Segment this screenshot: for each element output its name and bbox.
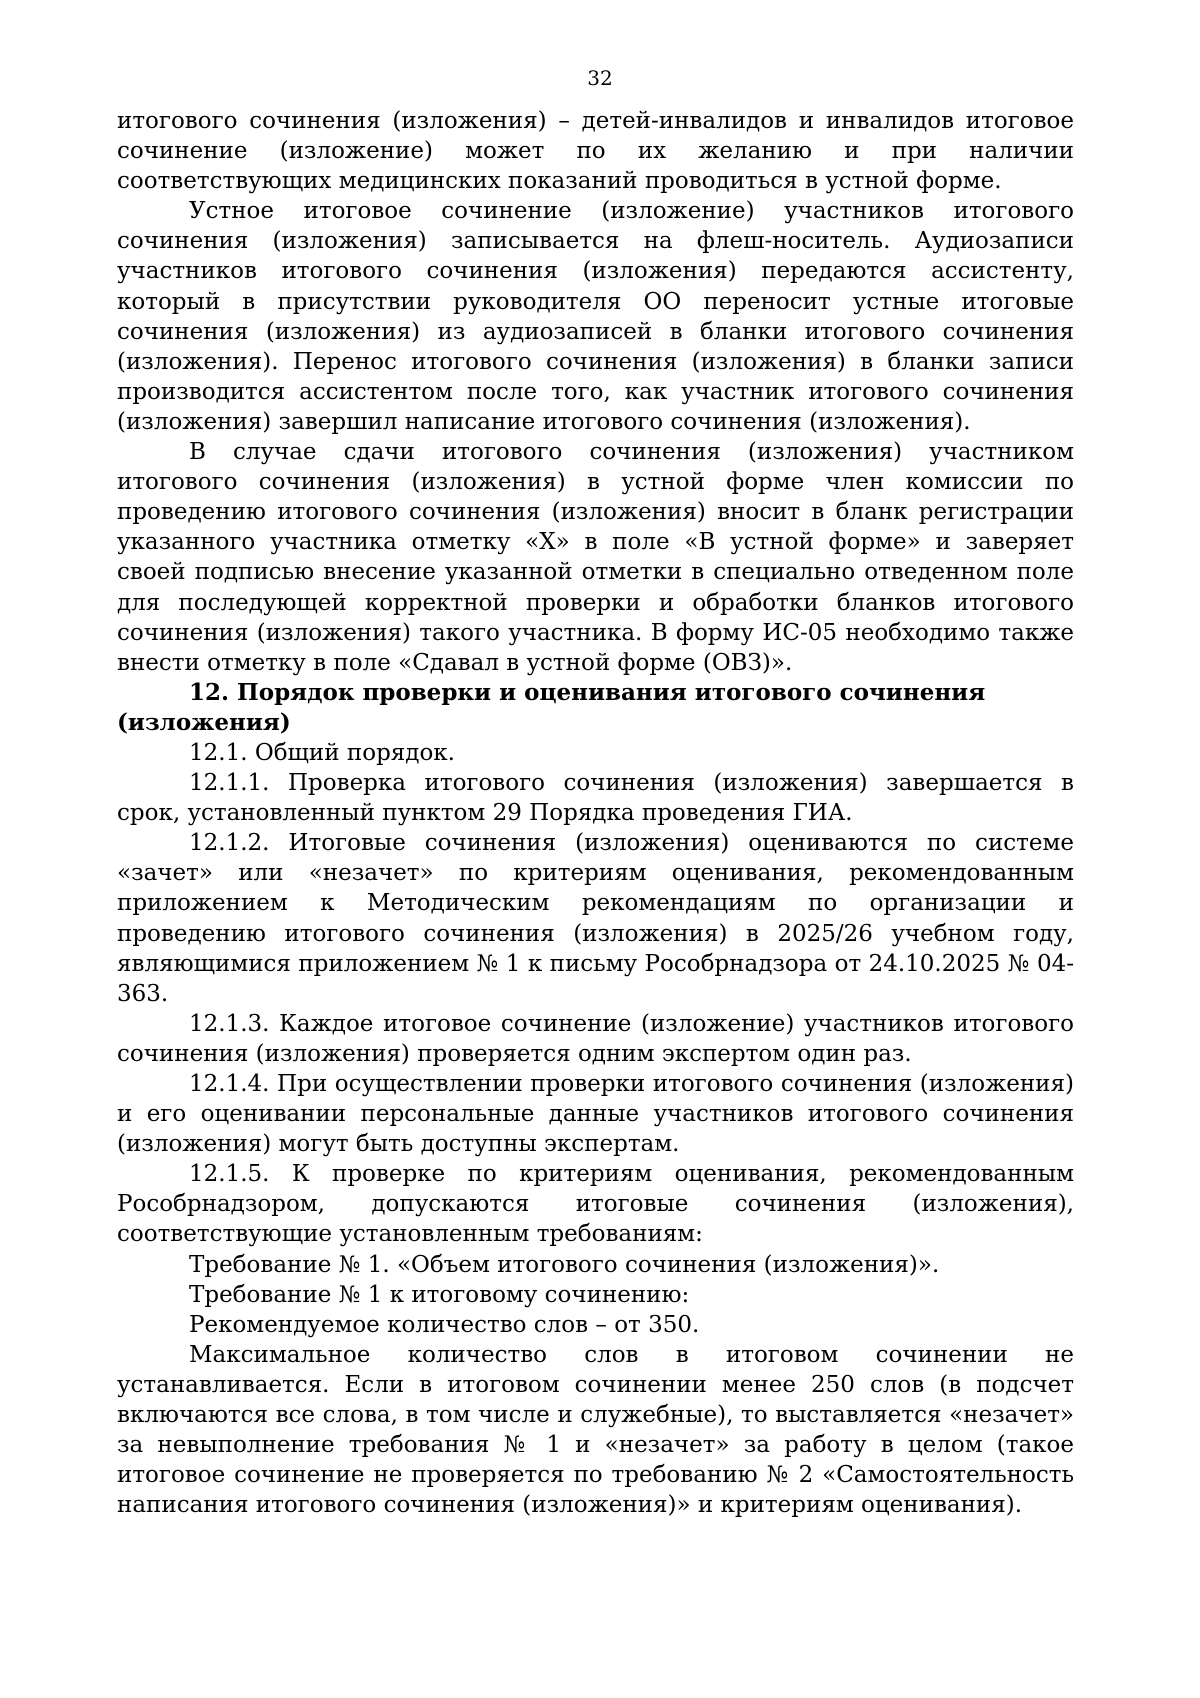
page-number: 32 <box>587 66 613 90</box>
recommended-word-count: Рекомендуемое количество слов – от 350. <box>189 1311 700 1338</box>
paragraph-12-1-3: 12.1.3. Каждое итоговое сочинение (изложение) участников итогового сочинения (изложения) проверяется одним экспертом один раз. <box>117 1010 1074 1067</box>
paragraph-12-1-1: 12.1.1. Проверка итогового сочинения (изложения) завершается в срок, установленный пунктом 29 Порядка проведения ГИА. <box>117 770 1074 827</box>
paragraph-oral-form-mark: В случае сдачи итогового сочинения (изложения) участником итогового сочинения (изложения) в устной форме член комиссии по проведению итогового сочинения (изложения) вносит в бланк регистрации указанного участника отметку «X» в поле «В устной форме» и заверяет своей подписью внесение указанной отметки в специально отведенном поле для последующей корректной проверки и обработки бланков итогового сочинения (изложения) такого участника. В форму ИС-05 необходимо также внести отметку в поле «Сдавал в устной форме (ОВЗ)». <box>117 439 1074 676</box>
requirement-1-essay: Требование № 1 к итоговому сочинению: <box>189 1281 690 1308</box>
paragraph-continuation: итогового сочинения (изложения) – детей-инвалидов и инвалидов итоговое сочинение (изложение) может по их желанию и при наличии соответствующих медицинских показаний проводиться в устной форме. <box>117 108 1074 195</box>
subsection-heading: 12.1. Общий порядок. <box>189 739 455 766</box>
paragraph-12-1-4: 12.1.4. При осуществлении проверки итогового сочинения (изложения) и его оценивании персональные данные участников итогового сочинения (изложения) могут быть доступны экспертам. <box>117 1071 1074 1158</box>
paragraph-12-1-5: 12.1.5. К проверке по критериям оценивания, рекомендованным Рособрнадзором, допускаются итоговые сочинения (изложения), соответствующие установленным требованиям: <box>117 1161 1074 1248</box>
paragraph-oral-essay-recording: Устное итоговое сочинение (изложение) участников итогового сочинения (изложения) записывается на флеш-носитель. Аудиозаписи участников итогового сочинения (изложения) передаются ассистенту, который в присутствии руководителя ОО переносит устные итоговые сочинения (изложения) из аудиозаписей в бланки итогового сочинения (изложения). Перенос итогового сочинения (изложения) в бланки записи производится ассистентом после того, как участник итогового сочинения (изложения) завершил написание итогового сочинения (изложения). <box>117 198 1074 435</box>
paragraph-12-1-2: 12.1.2. Итоговые сочинения (изложения) оцениваются по системе «зачет» или «незачет» по критериям оценивания, рекомендованным приложением к Методическим рекомендациям по организации и проведению итогового сочинения (изложения) в 2025/26 учебном году, являющимися приложением № 1 к письму Рособрнадзора от 24.10.2025 № 04-363. <box>117 830 1074 1007</box>
requirement-1-title: Требование № 1. «Объем итогового сочинения (изложения)». <box>189 1251 940 1278</box>
section-heading: 12. Порядок проверки и оценивания итогового сочинения (изложения) <box>117 678 986 736</box>
paragraph-max-word-count: Максимальное количество слов в итоговом сочинении не устанавливается. Если в итоговом сочинении менее 250 слов (в подсчет включаются все слова, в том числе и служебные), то выставляется «незачет» за невыполнение требования № 1 и «незачет» за работу в целом (такое итоговое сочинение не проверяется по требованию № 2 «Самостоятельность написания итогового сочинения (изложения)» и критериям оценивания). <box>117 1341 1074 1519</box>
document-body <box>117 106 1074 1520</box>
